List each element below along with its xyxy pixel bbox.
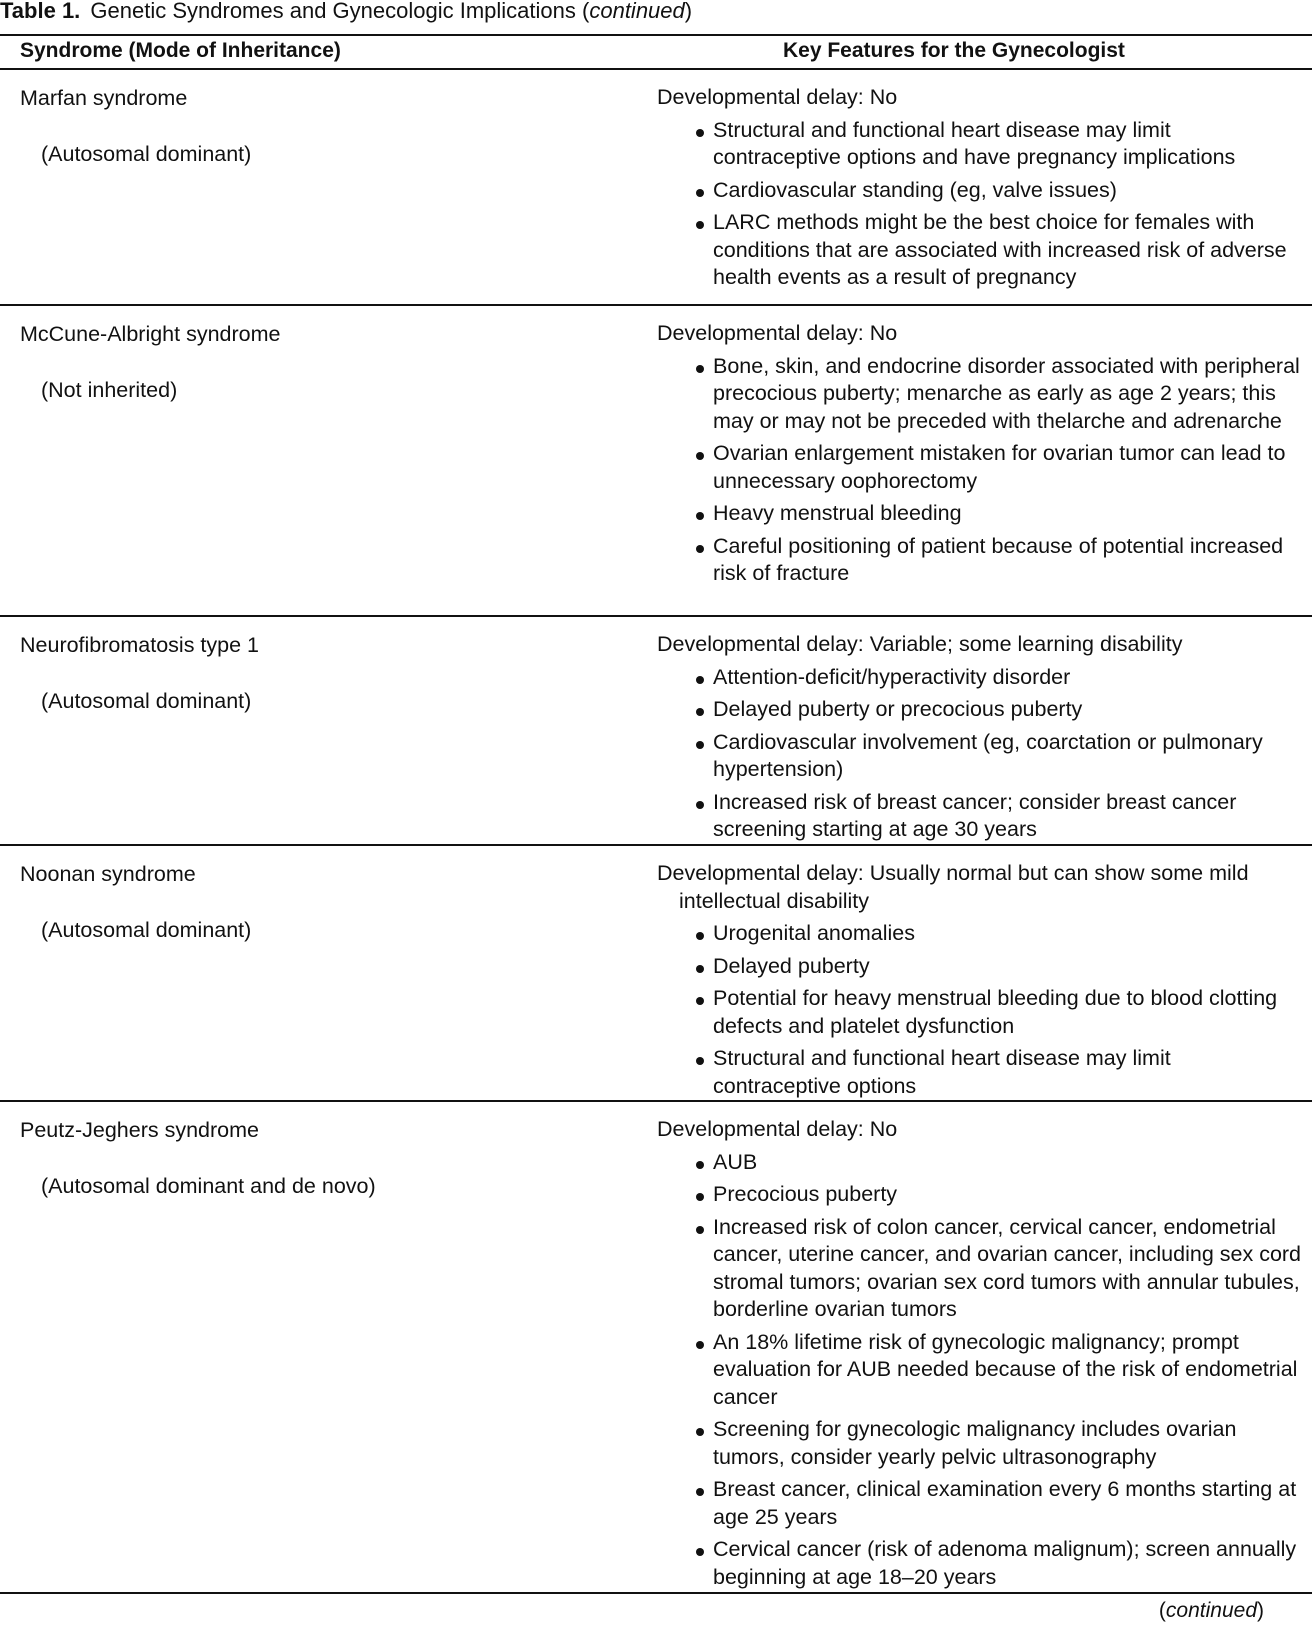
syndrome-cell — [20, 631, 620, 715]
table-row-neurofibromatosis — [0, 617, 1312, 846]
feature-item: Increased risk of colon cancer, cervical cancer, endometrial cancer, uterine cancer, and ovarian cancer, including sex cord stromal tumors; ovarian sex cord tumors with annular tubules, borderline ovarian tumors — [657, 1214, 1303, 1324]
table-title: Table 1. Genetic Syndromes and Gynecologic Implications (continued) — [0, 0, 693, 23]
footer-continued: (continued) — [1158, 1599, 1264, 1622]
mode-of-inheritance: (Autosomal dominant and de novo) — [41, 1174, 376, 1198]
feature-item: Precocious puberty — [657, 1181, 1303, 1209]
feature-list — [657, 353, 1303, 588]
feature-item: Urogenital anomalies — [657, 920, 1303, 948]
feature-list — [657, 117, 1303, 292]
feature-item: Cardiovascular involvement (eg, coarctation or pulmonary hypertension) — [657, 729, 1303, 784]
syndrome-cell — [20, 860, 620, 944]
developmental-delay: Developmental delay: No — [657, 1117, 898, 1141]
developmental-delay: Developmental delay: Variable; some learning disability — [657, 632, 1183, 656]
developmental-delay: Developmental delay: No — [657, 321, 898, 345]
column-header-key-features: Key Features for the Gynecologist — [783, 39, 1125, 62]
feature-item: Careful positioning of patient because of potential increased risk of fracture — [657, 533, 1303, 588]
table-row-marfan — [0, 70, 1312, 306]
syndrome-name: Peutz-Jeghers syndrome — [20, 1118, 259, 1142]
table-caption: Genetic Syndromes and Gynecologic Implications — [90, 0, 576, 23]
feature-list — [657, 664, 1303, 844]
feature-list — [657, 1149, 1303, 1592]
feature-item: LARC methods might be the best choice for females with conditions that are associated with increased risk of adverse health events as a result of pregnancy — [657, 209, 1303, 292]
feature-item: Increased risk of breast cancer; consider breast cancer screening starting at age 30 years — [657, 789, 1303, 844]
syndrome-name: Noonan syndrome — [20, 862, 196, 886]
feature-item: Screening for gynecologic malignancy includes ovarian tumors, consider yearly pelvic ultrasonography — [657, 1416, 1303, 1471]
features-cell — [657, 860, 1303, 1105]
table-row-noonan — [0, 846, 1312, 1102]
feature-item: Potential for heavy menstrual bleeding due to blood clotting defects and platelet dysfunction — [657, 985, 1303, 1040]
features-cell — [657, 320, 1303, 593]
syndrome-name: McCune-Albright syndrome — [20, 322, 281, 346]
column-header-syndrome: Syndrome (Mode of Inheritance) — [20, 39, 341, 62]
feature-item: An 18% lifetime risk of gynecologic malignancy; prompt evaluation for AUB needed because of the risk of endometrial cancer — [657, 1329, 1303, 1412]
syndrome-cell — [20, 84, 620, 168]
syndrome-cell — [20, 1116, 620, 1200]
table-row-mccune-albright — [0, 306, 1312, 617]
feature-item: Ovarian enlargement mistaken for ovarian tumor can lead to unnecessary oophorectomy — [657, 440, 1303, 495]
feature-item: Breast cancer, clinical examination every 6 months starting at age 25 years — [657, 1476, 1303, 1531]
feature-item: Cervical cancer (risk of adenoma malignum); screen annually beginning at age 18–20 years — [657, 1536, 1303, 1591]
feature-item: Structural and functional heart disease may limit contraceptive options and have pregnancy implications — [657, 117, 1303, 172]
footer-continued-label: continued — [1165, 1599, 1257, 1622]
developmental-delay: Developmental delay: Usually normal but can show some mild intellectual disability — [657, 861, 1249, 913]
feature-item: Delayed puberty — [657, 953, 1303, 981]
feature-item: Bone, skin, and endocrine disorder associated with peripheral precocious puberty; menarche as early as age 2 years; this may or may not be preceded with thelarche and adrenarche — [657, 353, 1303, 436]
mode-of-inheritance: (Autosomal dominant) — [41, 142, 252, 166]
features-cell — [657, 84, 1303, 297]
syndrome-name: Marfan syndrome — [20, 86, 188, 110]
mode-of-inheritance: (Autosomal dominant) — [41, 689, 252, 713]
table-header-row — [0, 34, 1312, 70]
mode-of-inheritance: (Not inherited) — [41, 378, 178, 402]
features-cell — [657, 631, 1303, 849]
mode-of-inheritance: (Autosomal dominant) — [41, 918, 252, 942]
syndrome-cell — [20, 320, 620, 404]
table-row-peutz-jeghers — [0, 1102, 1312, 1594]
feature-item: Attention-deficit/hyperactivity disorder — [657, 664, 1303, 692]
syndrome-name: Neurofibromatosis type 1 — [20, 633, 259, 657]
feature-item: AUB — [657, 1149, 1303, 1177]
feature-item: Structural and functional heart disease may limit contraceptive options — [657, 1045, 1303, 1100]
feature-item: Heavy menstrual bleeding — [657, 500, 1303, 528]
feature-item: Delayed puberty or precocious puberty — [657, 696, 1303, 724]
features-cell — [657, 1116, 1303, 1596]
feature-item: Cardiovascular standing (eg, valve issues) — [657, 177, 1303, 205]
table-continued-label: continued — [589, 0, 685, 23]
table-label: Table 1. — [0, 0, 81, 23]
feature-list — [657, 920, 1303, 1100]
developmental-delay: Developmental delay: No — [657, 85, 898, 109]
